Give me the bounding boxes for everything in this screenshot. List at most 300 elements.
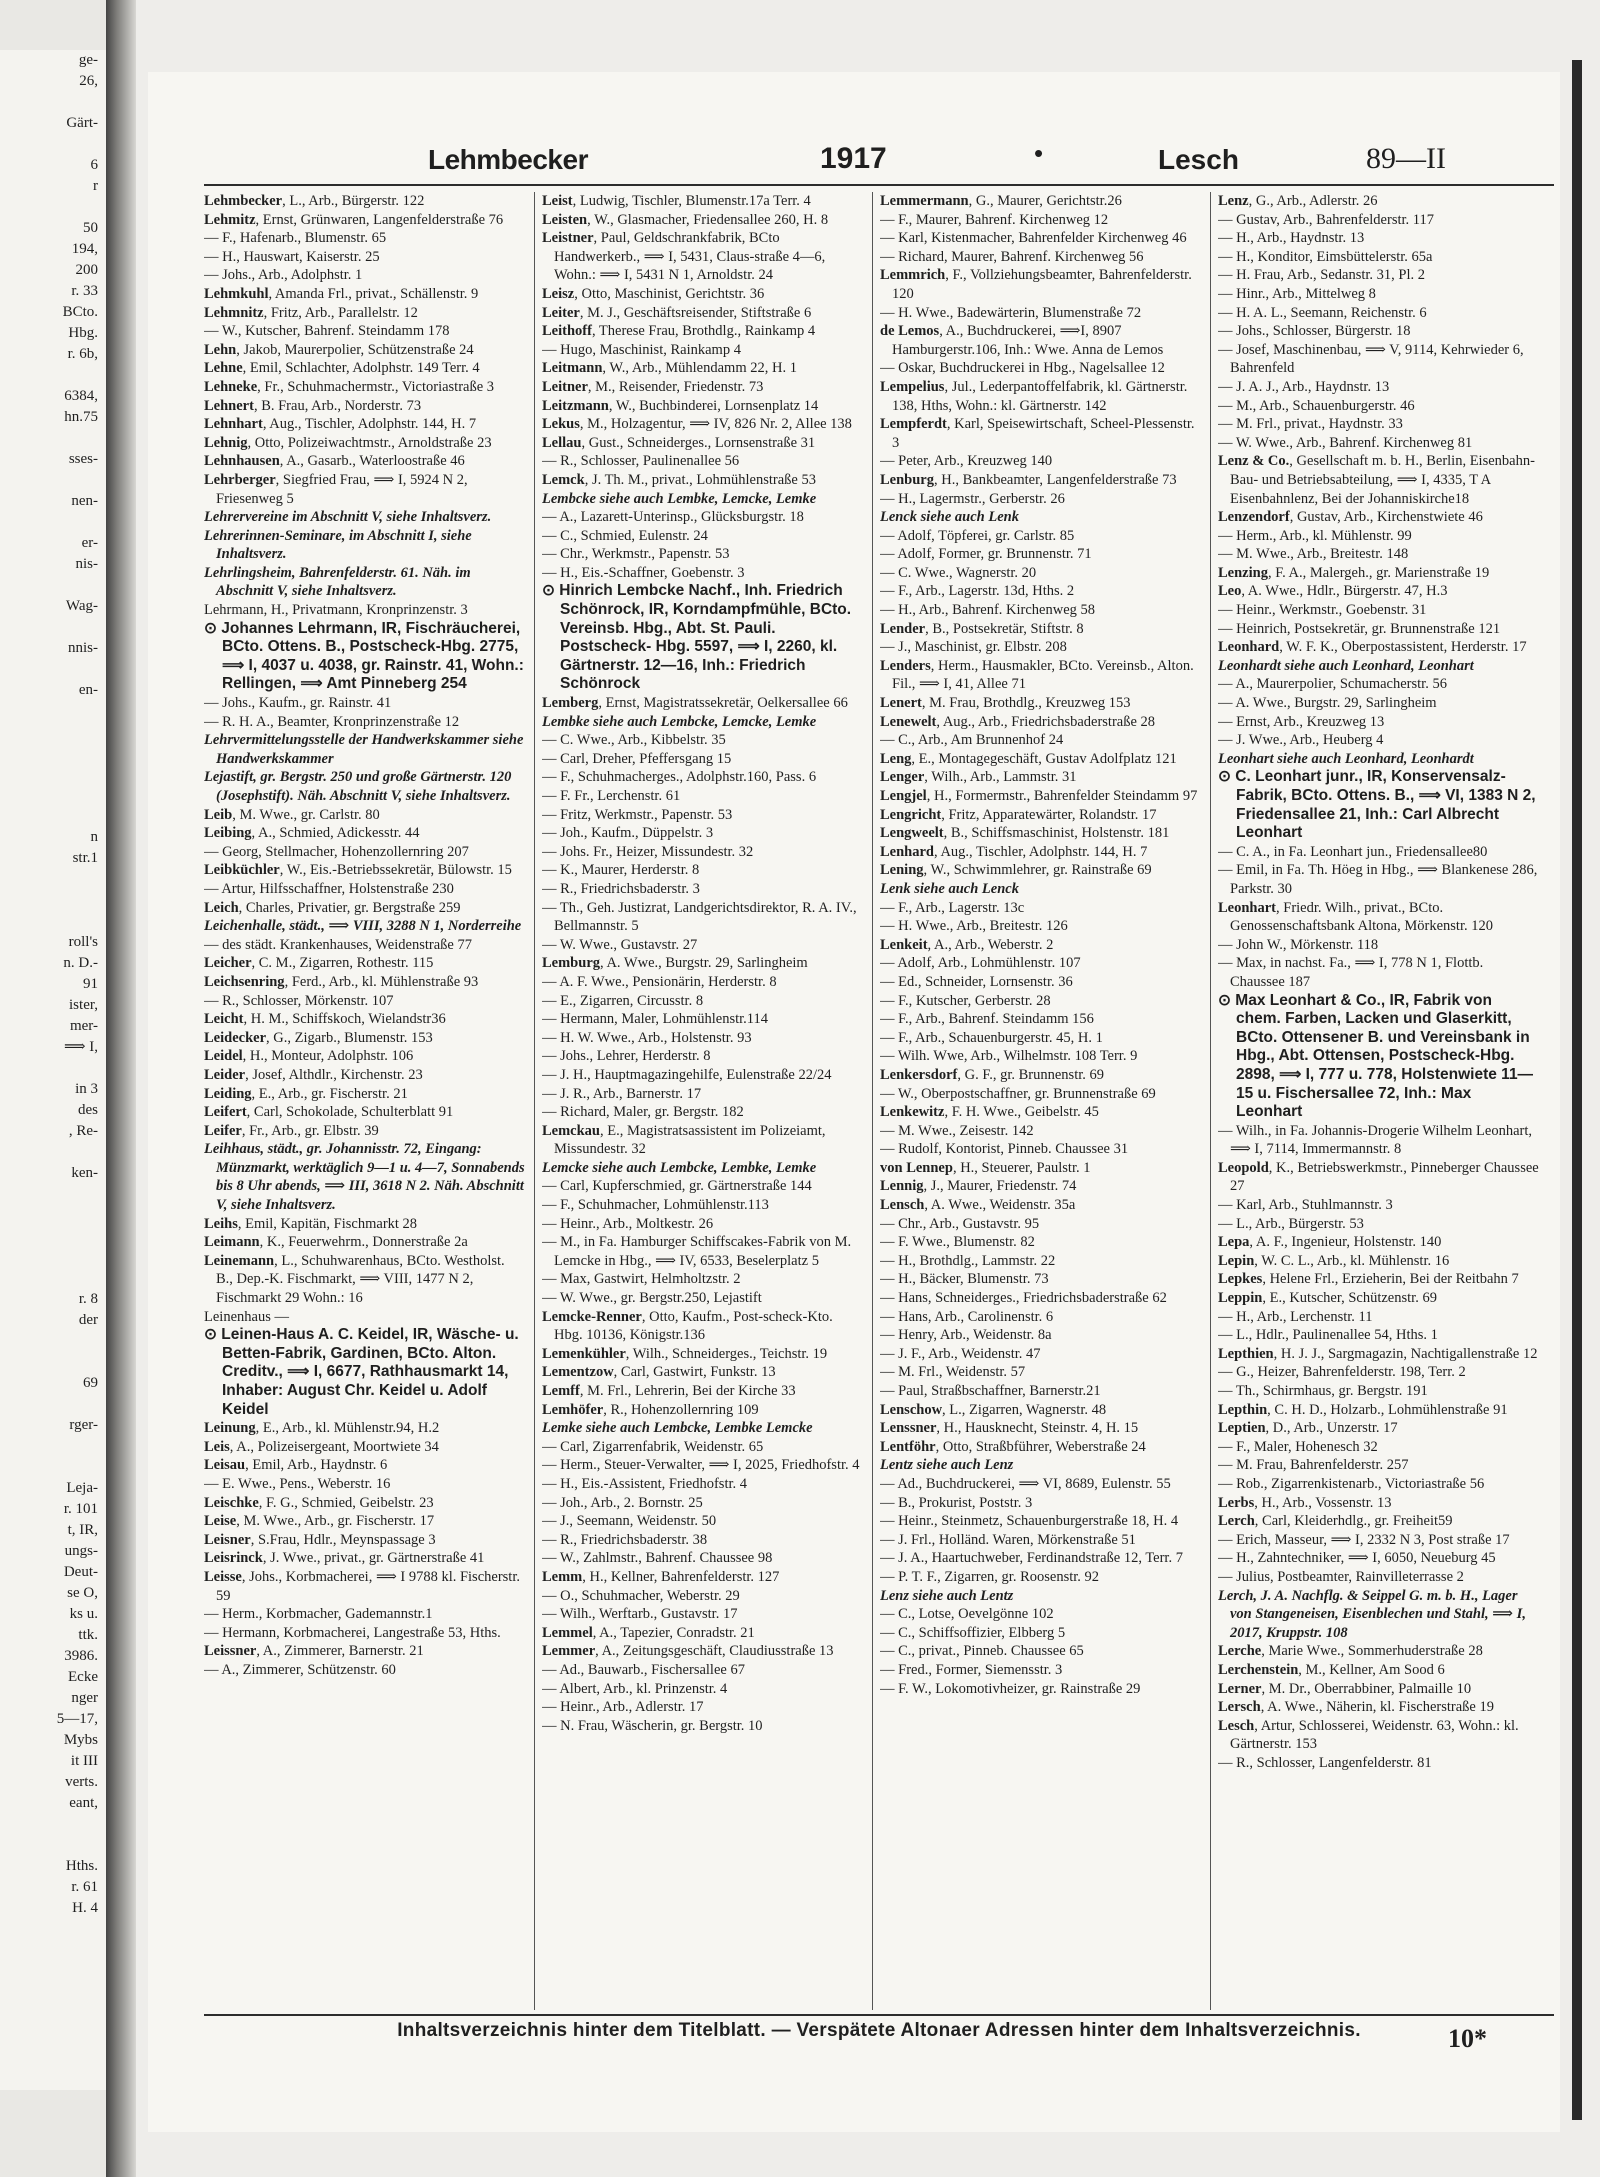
directory-entry: Lemckau, E., Magistratsassistent im Polizeiamt, Missundestr. 32 — [542, 1122, 826, 1158]
directory-entry: — C., Schiffsoffizier, Elbberg 5 — [880, 1624, 1066, 1641]
directory-entry: Leinenhaus — — [204, 1308, 289, 1325]
directory-entry: Lenkewitz, F. H. Wwe., Geibelstr. 45 — [880, 1104, 1099, 1121]
directory-entry: Lementzow, Carl, Gastwirt, Funkstr. 13 — [542, 1364, 776, 1381]
directory-entry: Lepkes, Helene Frl., Erzieherin, Bei der Reitbahn 7 — [1218, 1271, 1519, 1288]
directory-entry: — Karl, Kistenmacher, Bahrenfelder Kirchenweg 46 — [880, 230, 1187, 247]
directory-entry: Lehnert, B. Frau, Arb., Norderstr. 73 — [204, 397, 422, 414]
directory-entry: — Heinr., Steinmetz, Schauenburgerstraße 18, H. 4 — [880, 1513, 1179, 1530]
header-last-entry: Lesch — [1158, 144, 1239, 175]
previous-page-fragment: en- — [78, 682, 98, 698]
directory-entry: — Th., Geh. Justizrat, Landgerichtsdirektor, R. A. IV., Bellmannstr. 5 — [542, 899, 857, 935]
directory-entry: Lenk siehe auch Lenck — [880, 880, 1019, 897]
previous-page-fragment: n. D.- — [63, 955, 98, 971]
directory-entry: Leng, E., Montagegeschäft, Gustav Adolfplatz 121 — [880, 750, 1177, 767]
directory-entry: Leidel, H., Monteur, Adolphstr. 106 — [204, 1048, 414, 1065]
directory-entry: — W. Wwe., gr. Bergstr.250, Lejastift — [542, 1290, 762, 1307]
directory-entry: Lender, B., Postsekretär, Stiftstr. 8 — [880, 620, 1084, 637]
previous-page-fragment: verts. — [65, 1774, 98, 1790]
directory-entry: — J. A., Haartuchweber, Ferdinandstraße 12, Terr. 7 — [880, 1550, 1183, 1567]
directory-entry: — F., Arb., Lagerstr. 13d, Hths. 2 — [880, 583, 1075, 600]
previous-page-fragment — [0, 1394, 106, 1415]
header-dot: • — [1034, 138, 1044, 168]
directory-entry: — M., Arb., Schauenburgerstr. 46 — [1218, 397, 1415, 414]
previous-page-fragment: 5—17, — [56, 1711, 98, 1727]
directory-entry: Lesch, Artur, Schlosserei, Weidenstr. 63, Wohn.: kl. Gärtnerstr. 153 — [1218, 1717, 1519, 1753]
directory-entry: — M. Wwe., Arb., Breitestr. 148 — [1218, 546, 1409, 563]
directory-entry: — R., Schlosser, Paulinenallee 56 — [542, 453, 740, 470]
header-rule — [204, 184, 1554, 186]
column-divider — [872, 192, 873, 2010]
directory-entry: — F. Wwe., Blumenstr. 82 — [880, 1234, 1035, 1251]
directory-entry: Lembke siehe auch Lembcke, Lemcke, Lemke — [542, 713, 817, 730]
directory-entry: Leist, Ludwig, Tischler, Blumenstr.17a Terr. 4 — [542, 193, 811, 209]
column-divider — [534, 192, 535, 2010]
directory-entry: Lemcke siehe auch Lembcke, Lembke, Lemke — [542, 1159, 817, 1176]
column-3 — [880, 192, 1201, 2010]
directory-entry: — R., Schlosser, Langenfelderstr. 81 — [1218, 1754, 1432, 1771]
directory-entry: — Ad., Bauwarb., Fischersallee 67 — [542, 1661, 745, 1678]
header-year: 1917 — [820, 142, 887, 175]
previous-page-fragment: nnis- — [68, 640, 98, 656]
directory-entry: Lensch, A. Wwe., Weidenstr. 35a — [880, 1197, 1076, 1214]
directory-entry: — F., Schuhmacher, Lohmühlenstr.113 — [542, 1197, 769, 1214]
directory-entry: — H., Arb., Haydnstr. 13 — [1218, 230, 1365, 247]
directory-entry: — Joh., Arb., 2. Bornstr. 25 — [542, 1494, 703, 1511]
previous-page-fragment: it III — [70, 1753, 98, 1769]
directory-entry: Lenz siehe auch Lentz — [880, 1587, 1014, 1604]
previous-page-fragment — [0, 911, 106, 932]
directory-entry: Leopold, K., Betriebswerkmstr., Pinneberger Chaussee 27 — [1218, 1159, 1539, 1195]
directory-entry: Leimann, K., Feuerwehrm., Donnerstraße 2a — [204, 1234, 468, 1251]
directory-entry: — Hermann, Korbmacherei, Langestraße 53, Hths. — [204, 1624, 501, 1641]
directory-entry: Lemcke-Renner, Otto, Kaufm., Post-scheck-Kto. Hbg. 10136, Königstr.136 — [542, 1308, 833, 1344]
previous-page-fragment: in 3 — [75, 1081, 98, 1097]
directory-entry: Lellau, Gust., Schneiderges., Lornsenstraße 31 — [542, 434, 816, 451]
previous-page-fragment: Gärt- — [66, 115, 98, 131]
directory-entry: — G., Heizer, Bahrenfelderstr. 198, Terr. 2 — [1218, 1364, 1466, 1381]
directory-entry: Leonhardt siehe auch Leonhard, Leonhart — [1218, 657, 1474, 674]
directory-entry: — F., Arb., Schauenburgerstr. 45, H. 1 — [880, 1029, 1103, 1046]
directory-entry: — Max, in nachst. Fa., ⟹ I, 778 N 1, Flottb. Chaussee 187 — [1218, 955, 1484, 990]
previous-page-fragment: roll's — [68, 934, 98, 950]
directory-entry: Leihhaus, städt., gr. Johannisstr. 72, Eingang: Münzmarkt, werktäglich 9—1 u. 4—7, Sonnabends bis 8 Uhr abends, ⟹ III, 3618 N 2. Näh. Abschnitt V, siehe Inhaltsverz. — [204, 1141, 525, 1214]
directory-entry: Lemm, H., Kellner, Bahrenfelderstr. 127 — [542, 1568, 780, 1585]
directory-entry: Leissner, A., Zimmerer, Barnerstr. 21 — [204, 1643, 424, 1660]
directory-entry: Leicher, C. M., Zigarren, Rothestr. 115 — [204, 955, 434, 972]
directory-entry: — C. Wwe., Wagnerstr. 20 — [880, 564, 1037, 581]
directory-entry: Leitmann, W., Arb., Mühlendamm 22, H. 1 — [542, 360, 797, 377]
directory-entry: — H., Hauswart, Kaiserstr. 25 — [204, 248, 380, 265]
directory-entry: — F., Kutscher, Gerberstr. 28 — [880, 992, 1051, 1009]
directory-entry: Leisrinck, J. Wwe., privat., gr. Gärtnerstraße 41 — [204, 1550, 485, 1567]
directory-entry: Leicht, H. M., Schiffskoch, Wielandstr36 — [204, 1011, 446, 1028]
previous-page-fragment — [0, 1184, 106, 1205]
previous-page-fragment: H. 4 — [72, 1900, 98, 1916]
directory-entry: Lentz siehe auch Lenz — [880, 1457, 1014, 1474]
directory-entry: Lersch, A. Wwe., Näherin, kl. Fischerstraße 19 — [1218, 1699, 1494, 1716]
previous-page-fragment: Wag- — [65, 598, 98, 614]
directory-entry: Lempferdt, Karl, Speisewirtschaft, Scheel-Plessenstr. 3 — [880, 416, 1195, 451]
directory-entry: — Adolf, Töpferei, gr. Carlstr. 85 — [880, 527, 1075, 544]
directory-entry: — F., Arb., Lagerstr. 13c — [880, 899, 1025, 916]
previous-page-fragment: n — [90, 829, 98, 845]
directory-entry: Lenert, M. Frau, Brothdlg., Kreuzweg 153 — [880, 695, 1131, 712]
directory-entry: — des städt. Krankenhauses, Weidenstraße 77 — [204, 936, 472, 953]
directory-entry: — H. Wwe., Badewärterin, Blumenstraße 72 — [880, 304, 1142, 321]
directory-entry: Lenzendorf, Gustav, Arb., Kirchenstwiete 46 — [1218, 509, 1483, 526]
directory-entry: Leifer, Fr., Arb., gr. Elbstr. 39 — [204, 1122, 379, 1139]
directory-entry: — F., Maurer, Bahrenf. Kirchenweg 12 — [880, 211, 1109, 228]
directory-entry: Lehrvermittelungsstelle der Handwerkskammer siehe Handwerkskammer — [204, 732, 524, 767]
previous-page-fragment — [0, 1835, 106, 1856]
previous-page-fragment: nen- — [71, 493, 98, 509]
directory-entry: — Gustav, Arb., Bahrenfelderstr. 117 — [1218, 211, 1434, 228]
directory-entry: von Lennep, H., Steuerer, Paulstr. 1 — [880, 1159, 1091, 1176]
previous-page-fragment: t, IR, — [67, 1522, 98, 1538]
previous-page-fragment: hn.75 — [64, 409, 98, 425]
directory-entry: — Peter, Arb., Kreuzweg 140 — [880, 453, 1053, 470]
directory-entry: — J. R., Arb., Barnerstr. 17 — [542, 1085, 702, 1102]
directory-entry: — F. Fr., Lerchenstr. 61 — [542, 788, 681, 804]
previous-page-fragment: 6 — [90, 157, 98, 173]
directory-entry: — Heinrich, Postsekretär, gr. Brunnenstraße 121 — [1218, 620, 1501, 637]
directory-entry: — H., Bäcker, Blumenstr. 73 — [880, 1271, 1049, 1288]
previous-page-fragment: Leja- — [66, 1480, 98, 1496]
directory-entry: — Erich, Masseur, ⟹ I, 2332 N 3, Post straße 17 — [1218, 1531, 1510, 1548]
directory-entry: Lerchenstein, M., Kellner, Am Sood 6 — [1218, 1661, 1445, 1678]
directory-entry: Lenkeit, A., Arb., Weberstr. 2 — [880, 936, 1054, 953]
directory-entry: — A. Wwe., Burgstr. 29, Sarlingheim — [1218, 695, 1437, 712]
directory-entry: Leichsenring, Ferd., Arb., kl. Mühlenstraße 93 — [204, 973, 479, 990]
directory-entry: Leisz, Otto, Maschinist, Gerichtstr. 36 — [542, 285, 765, 302]
directory-entry: — C. Wwe., Arb., Kibbelstr. 35 — [542, 732, 726, 749]
directory-entry: Lengweelt, B., Schiffsmaschinist, Holstenstr. 181 — [880, 825, 1170, 842]
previous-page-fragment: der — [78, 1312, 98, 1328]
directory-entry: Lenkersdorf, G. F., gr. Brunnenstr. 69 — [880, 1066, 1105, 1083]
previous-page-fragment: BCto. — [62, 304, 98, 320]
directory-entry: — K., Maurer, Herderstr. 8 — [542, 862, 700, 879]
directory-entry: Lenewelt, Aug., Arb., Friedrichsbaderstraße 28 — [880, 713, 1156, 730]
directory-entry: Lehmnitz, Fritz, Arb., Parallelstr. 12 — [204, 304, 418, 321]
directory-entry: Lehmitz, Ernst, Grünwaren, Langenfelderstraße 76 — [204, 211, 504, 228]
directory-entry: Lehn, Jakob, Maurerpolier, Schützenstraße 24 — [204, 341, 474, 358]
directory-entry: Leonhart siehe auch Leonhard, Leonhardt — [1218, 750, 1474, 767]
directory-entry: Lehnhart, Aug., Tischler, Adolphstr. 144, H. 7 — [204, 416, 477, 433]
previous-page-fragment: ks u. — [69, 1606, 98, 1622]
directory-entry: Lehnhausen, A., Gasarb., Waterloostraße 46 — [204, 453, 465, 470]
directory-entry: Lemff, M. Frl., Lehrerin, Bei der Kirche 33 — [542, 1383, 796, 1399]
directory-entry: — R., Friedrichsbaderstr. 38 — [542, 1531, 708, 1548]
directory-entry: Lerbs, H., Arb., Vossenstr. 13 — [1218, 1494, 1392, 1511]
directory-entry: ⊙ Max Leonhart & Co., IR, Fabrik von chem. Farben, Lacken und Glaserkitt, BCto. Ottensener B. und Vereinsbank in Hbg., Abt. Ottensen, Postscheck-Hbg. 2898, ⟹ I, 777 u. 778, Holstenwiete 11—15 u. Fischersallee 72, Inh.: Max Leonhart — [1218, 991, 1534, 1121]
previous-page-fragment: Ecke — [68, 1669, 98, 1685]
directory-entry: — Paul, Straßbschaffner, Barnerstr.21 — [880, 1383, 1101, 1399]
directory-entry: — M. Frl., privat., Haydnstr. 33 — [1218, 416, 1403, 433]
directory-entry: — M., in Fa. Hamburger Schiffscakes-Fabrik von M. Lemcke in Hbg., ⟹ IV, 6533, Beselerplatz 5 — [542, 1234, 852, 1269]
directory-entry: Leptien, D., Arb., Unzerstr. 17 — [1218, 1420, 1398, 1437]
previous-page-fragment: er- — [81, 535, 98, 551]
directory-entry: ⊙ Leinen-Haus A. C. Keidel, IR, Wäsche- u. Betten-Fabrik, Gardinen, BCto. Alton. Creditv., ⟹ I, 6677, Rathhausmarkt 14, Inhaber: August Chr. Keidel u. Adolf Keidel — [204, 1326, 519, 1418]
directory-entry: — J. Frl., Holländ. Waren, Mörkenstraße 51 — [880, 1531, 1136, 1548]
directory-entry: — M. Frl., Weidenstr. 57 — [880, 1364, 1026, 1381]
header-first-entry: Lehmbecker — [428, 144, 588, 175]
directory-entry: Lengjel, H., Formermstr., Bahrenfelder Steindamm 97 — [880, 788, 1198, 804]
directory-entry: — Fred., Former, Siemensstr. 3 — [880, 1661, 1063, 1678]
directory-entry: Leichenhalle, städt., ⟹ VIII, 3288 N 1, Norderreihe — [204, 918, 522, 935]
previous-page-fragment — [0, 1226, 106, 1247]
directory-entry: — L., Hdlr., Paulinenallee 54, Hths. 1 — [1218, 1327, 1438, 1344]
directory-entry: — Carl, Kupferschmied, gr. Gärtnerstraße 144 — [542, 1178, 812, 1195]
directory-entry: — Joh., Kaufm., Düppelstr. 3 — [542, 825, 714, 842]
directory-entry: Lerch, J. A. Nachflg. & Seippel G. m. b. H., Lager von Stangeneisen, Eisenblechen und Stahl, ⟹ I, 2017, Kruppstr. 108 — [1218, 1587, 1526, 1641]
directory-entry: — C., Schmied, Eulenstr. 24 — [542, 527, 708, 544]
directory-entry: Leibküchler, W., Eis.-Betriebssekretär, Bülowstr. 15 — [204, 862, 512, 879]
directory-entry: — A., Lazarett-Unterinsp., Glücksburgstr. 18 — [542, 509, 804, 526]
directory-entry: — H., Zahntechniker, ⟹ I, 6050, Neueburg 45 — [1218, 1550, 1496, 1567]
directory-entry: — H., Arb., Lerchenstr. 11 — [1218, 1308, 1373, 1325]
directory-entry: Lepthin, C. H. D., Holzarb., Lohmühlenstraße 91 — [1218, 1401, 1508, 1418]
directory-entry: — Wilh., Werftarb., Gustavstr. 17 — [542, 1606, 738, 1623]
directory-entry: — J., Maschinist, gr. Elbstr. 208 — [880, 639, 1067, 656]
directory-entry: — Oskar, Buchdruckerei in Hbg., Nagelsallee 12 — [880, 360, 1165, 377]
directory-entry: Leidecker, G., Zigarb., Blumenstr. 153 — [204, 1029, 433, 1046]
directory-entry: — Artur, Hilfsschaffner, Holstenstraße 230 — [204, 880, 454, 897]
directory-entry: Lenck siehe auch Lenk — [880, 509, 1019, 526]
page-right-edge — [1572, 60, 1582, 2120]
directory-entry: — Heinr., Arb., Adlerstr. 17 — [542, 1699, 704, 1716]
directory-entry: — H., Lagermstr., Gerberstr. 26 — [880, 490, 1065, 507]
previous-page-fragment: r. 8 — [78, 1291, 98, 1307]
directory-entry: — W., Oberpostschaffner, gr. Brunnenstraße 69 — [880, 1085, 1156, 1102]
column-2 — [542, 192, 863, 2010]
directory-entry: — Rob., Zigarrenkistenarb., Victoriastraße 56 — [1218, 1475, 1485, 1492]
directory-entry: — P. T. F., Zigarren, gr. Roosenstr. 92 — [880, 1568, 1100, 1585]
book-gutter — [106, 0, 136, 2177]
previous-page-fragment: ken- — [71, 1165, 98, 1181]
directory-entry: — Johs., Kaufm., gr. Rainstr. 41 — [204, 695, 392, 712]
previous-page-fragment: ungs- — [64, 1543, 98, 1559]
directory-entry: Lemenkühler, Wilh., Schneiderges., Teichstr. 19 — [542, 1345, 828, 1362]
previous-page-fragment: ge- — [78, 52, 98, 68]
directory-entry: Lepa, A. F., Ingenieur, Holstenstr. 140 — [1218, 1234, 1442, 1251]
previous-page-fragment — [0, 890, 106, 911]
directory-entry: — H., Brothdlg., Lammstr. 22 — [880, 1252, 1056, 1269]
directory-entry: — Johs., Schlosser, Bürgerstr. 18 — [1218, 323, 1411, 340]
directory-entry: Lemmermann, G., Maurer, Gerichtstr.26 — [880, 193, 1122, 209]
previous-page-fragment: ttk. — [78, 1627, 98, 1643]
directory-entry: Leithoff, Therese Frau, Brothdlg., Rainkamp 4 — [542, 323, 816, 340]
directory-entry: — Johs. Fr., Heizer, Missundestr. 32 — [542, 843, 754, 860]
directory-entry: — A., Maurerpolier, Schumacherstr. 56 — [1218, 676, 1447, 693]
directory-entry: Lerch, Carl, Kleiderhdlg., gr. Freiheit59 — [1218, 1513, 1453, 1530]
directory-entry: — Hans, Schneiderges., Friedrichsbaderstraße 62 — [880, 1290, 1167, 1307]
directory-entry: — Carl, Zigarrenfabrik, Weidenstr. 65 — [542, 1438, 764, 1455]
directory-entry: — Johs., Arb., Adolphstr. 1 — [204, 267, 363, 284]
directory-entry: Lehrlingsheim, Bahrenfelderstr. 61. Näh. im Abschnitt V, siehe Inhaltsverz. — [204, 564, 471, 600]
directory-entry: — J., Seemann, Weidenstr. 50 — [542, 1513, 717, 1530]
directory-entry: Lehrmann, H., Privatmann, Kronprinzenstr. 3 — [204, 602, 468, 619]
previous-page-fragment: des — [78, 1102, 98, 1118]
directory-entry: — F. W., Lokomotivheizer, gr. Rainstraße 29 — [880, 1680, 1141, 1697]
directory-entry: — Richard, Maurer, Bahrenf. Kirchenweg 56 — [880, 248, 1144, 265]
directory-entry: — M. Wwe., Zeisestr. 142 — [880, 1122, 1034, 1139]
directory-entry: Lenzing, F. A., Malergeh., gr. Marienstraße 19 — [1218, 564, 1490, 581]
directory-entry: — Hugo, Maschinist, Rainkamp 4 — [542, 341, 741, 358]
directory-entry: — F., Arb., Bahrenf. Steindamm 156 — [880, 1011, 1094, 1028]
directory-entry: — J. H., Hauptmagazingehilfe, Eulenstraße 22/24 — [542, 1066, 832, 1083]
previous-page-fragment — [0, 701, 106, 722]
directory-entry: — Wilh., in Fa. Johannis-Drogerie Wilhelm Leonhart, ⟹ I, 7114, Immermannstr. 8 — [1218, 1122, 1533, 1158]
directory-entry: ⊙ Hinrich Lembcke Nachf., Inh. Friedrich Schönrock, IR, Korndampfmühle, BCto. Vereinsb. Hbg., Abt. St. Pauli. Postscheck- Hbg. 5597, ⟹ I, 2260, kl. Gärtnerstr. 12—16, Inh.: Friedrich Schönrock — [542, 582, 852, 693]
directory-entry: Lehrervereine im Abschnitt V, siehe Inhaltsverz. — [204, 509, 492, 526]
previous-page-fragment — [0, 785, 106, 806]
directory-entry: Leonhard, W. F. K., Oberpostassistent, Herderstr. 17 — [1218, 639, 1527, 656]
previous-page-fragment — [0, 1247, 106, 1268]
directory-entry: Lepin, W. C. L., Arb., kl. Mühlenstr. 16 — [1218, 1252, 1450, 1269]
directory-entry: — H., Arb., Bahrenf. Kirchenweg 58 — [880, 602, 1096, 619]
directory-entry: Lehrberger, Siegfried Frau, ⟹ I, 5924 N 2, Friesenweg 5 — [204, 471, 468, 507]
directory-entry: — Wilh. Wwe, Arb., Wilhelmstr. 108 Terr. 9 — [880, 1048, 1138, 1065]
directory-entry: — Hans, Arb., Carolinenstr. 6 — [880, 1308, 1054, 1325]
directory-entry: Lemmrich, F., Vollziehungsbeamter, Bahrenfelderstr. 120 — [880, 267, 1192, 302]
previous-page-fragment — [0, 197, 106, 218]
directory-entry: ⊙ Johannes Lehrmann, IR, Fischräucherei, BCto. Ottens. B., Postscheck-Hbg. 2775, ⟹ I, 4037 u. 4038, gr. Rainstr. 41, Wohn.: Rellingen, ⟹ Amt Pinneberg 254 — [204, 619, 524, 693]
directory-entry: — Th., Schirmhaus, gr. Bergstr. 191 — [1218, 1383, 1428, 1399]
directory-entry: Leibing, A., Schmied, Adickesstr. 44 — [204, 825, 420, 842]
page-number: 89—II — [1366, 142, 1446, 175]
previous-page-fragment: Hths. — [65, 1858, 98, 1874]
directory-entry: Lenssner, H., Hausknecht, Steinstr. 4, H. 15 — [880, 1420, 1139, 1437]
previous-page-fragment — [0, 659, 106, 680]
directory-entry: Leistner, Paul, Geldschrankfabrik, BCto Handwerkerb., ⟹ I, 5431, Claus-straße 4—6, Wohn.: ⟹ I, 5431 N 1, Arnoldstr. 24 — [542, 230, 826, 284]
previous-page-fragment — [0, 722, 106, 743]
directory-entry: Lennig, J., Maurer, Friedenstr. 74 — [880, 1178, 1077, 1195]
directory-entry: — Heinr., Arb., Moltkestr. 26 — [542, 1215, 714, 1232]
directory-entry: — J. F., Arb., Weidenstr. 47 — [880, 1345, 1041, 1362]
directory-entry: — Herm., Korbmacher, Gademannstr.1 — [204, 1606, 433, 1623]
directory-entry: — F., Schuhmacherges., Adolphstr.160, Pass. 6 — [542, 769, 817, 786]
directory-entry: — Richard, Maler, gr. Bergstr. 182 — [542, 1104, 744, 1121]
previous-page-fragment: 26, — [79, 73, 98, 89]
directory-entry: — C., Lotse, Oevelgönne 102 — [880, 1606, 1054, 1623]
directory-entry: — R. H. A., Beamter, Kronprinzenstraße 12 — [204, 713, 460, 730]
previous-page-fragment: nis- — [75, 556, 98, 572]
previous-page-fragment: 194, — [71, 241, 98, 257]
directory-entry: Leitner, M., Reisender, Friedenstr. 73 — [542, 378, 764, 395]
directory-entry: Leisau, Emil, Arb., Haydnstr. 6 — [204, 1457, 388, 1474]
directory-entry: Lepthien, H. J. J., Sargmagazin, Nachtigallenstraße 12 — [1218, 1345, 1538, 1362]
directory-entry: Lerner, M. Dr., Oberrabbiner, Palmaille 10 — [1218, 1680, 1472, 1697]
previous-page-fragment — [0, 365, 106, 386]
directory-entry: — O., Schuhmacher, Weberstr. 29 — [542, 1587, 740, 1604]
directory-entry: — M. Frau, Bahrenfelderstr. 257 — [1218, 1457, 1409, 1474]
directory-entry: — John W., Mörkenstr. 118 — [1218, 936, 1379, 953]
column-divider — [1210, 192, 1211, 2010]
previous-page-fragment — [0, 1814, 106, 1835]
column-4 — [1218, 192, 1539, 2010]
previous-page-fragment — [0, 1436, 106, 1457]
columns-area — [204, 192, 1544, 2010]
previous-page-fragment: r. 33 — [71, 283, 98, 299]
previous-page-fragment: rger- — [69, 1417, 98, 1433]
directory-entry: de Lemos, A., Buchdruckerei, ⟹I, 8907 Hamburgerstr.106, Inh.: Wwe. Anna de Lemos — [880, 323, 1164, 358]
directory-entry: Lenhard, Aug., Tischler, Adolphstr. 144, H. 7 — [880, 843, 1148, 860]
directory-entry: — Max, Gastwirt, Helmholtzstr. 2 — [542, 1271, 741, 1288]
previous-page-fragment — [0, 1352, 106, 1373]
previous-page-fragment — [0, 92, 106, 113]
previous-page-fragment: ⟹ I, — [64, 1039, 98, 1055]
directory-entry: — Adolf, Former, gr. Brunnenstr. 71 — [880, 546, 1092, 563]
previous-page-fragment — [0, 1457, 106, 1478]
directory-entry: Lentföhr, Otto, Straßbführer, Weberstraße 24 — [880, 1438, 1146, 1455]
directory-entry: Leis, A., Polizeisergeant, Moortwiete 34 — [204, 1438, 439, 1455]
directory-entry: Leischke, F. G., Schmied, Geibelstr. 23 — [204, 1494, 434, 1511]
previous-page-fragment: 3986. — [64, 1648, 98, 1664]
directory-entry: Lemck, J. Th. M., privat., Lohmühlenstraße 53 — [542, 471, 816, 488]
directory-entry: Lengricht, Fritz, Apparatewärter, Rolandstr. 17 — [880, 806, 1157, 823]
directory-entry: — Julius, Postbeamter, Rainvilleterrasse 2 — [1218, 1568, 1464, 1585]
directory-entry: Lenschow, L., Zigarren, Wagnerstr. 48 — [880, 1401, 1107, 1418]
directory-entry: Lemke siehe auch Lembcke, Lembke Lemcke — [542, 1420, 813, 1437]
directory-entry: — C., Arb., Am Brunnenhof 24 — [880, 732, 1064, 749]
directory-entry: — L., Arb., Bürgerstr. 53 — [1218, 1215, 1364, 1232]
directory-entry: — E. Wwe., Pens., Weberstr. 16 — [204, 1475, 391, 1492]
previous-page-fragment: eant, — [69, 1795, 98, 1811]
directory-entry: Lemmer, A., Zeitungsgeschäft, Claudiusstraße 13 — [542, 1643, 834, 1660]
directory-entry: Leinung, E., Arb., kl. Mühlenstr.94, H.2 — [204, 1420, 440, 1437]
directory-entry: Lemhöfer, R., Hohenzollernring 109 — [542, 1401, 759, 1418]
column-1 — [204, 192, 525, 2010]
directory-entry: Lejastift, gr. Bergstr. 250 und große Gärtnerstr. 120 (Josephstift). Näh. Abschnitt V, siehe Inhaltsverz. — [204, 769, 512, 804]
directory-entry: Lehnig, Otto, Polizeiwachtmstr., Arnoldstraße 23 — [204, 434, 492, 451]
directory-entry: Lehmkuhl, Amanda Frl., privat., Schällenstr. 9 — [204, 285, 479, 302]
previous-page-fragment: 50 — [83, 220, 98, 236]
previous-page-fragment — [0, 806, 106, 827]
previous-page-fragment — [0, 617, 106, 638]
directory-entry: Leisner, S.Frau, Hdlr., Meynspassage 3 — [204, 1531, 436, 1548]
directory-entry: ⊙ C. Leonhart junr., IR, Konservensalz-Fabrik, BCto. Ottens. B., ⟹ VI, 1383 N 2, Friedensallee 21, Inh.: Carl Albrecht Leonhart — [1218, 768, 1536, 842]
previous-page-fragment: Deut- — [63, 1564, 98, 1580]
previous-page-fragment — [0, 743, 106, 764]
previous-page-fragment — [0, 134, 106, 155]
directory-entry: — H. Wwe., Arb., Breitestr. 126 — [880, 918, 1068, 935]
previous-page-fragment: se O, — [67, 1585, 98, 1601]
directory-entry: — H., Eis.-Assistent, Friedhofstr. 4 — [542, 1475, 748, 1492]
directory-entry: — H. W. Wwe., Arb., Holstenstr. 93 — [542, 1029, 752, 1046]
directory-entry: — A., Zimmerer, Schützenstr. 60 — [204, 1661, 396, 1678]
previous-page-fragment: r — [93, 178, 98, 194]
previous-page-fragment: 200 — [75, 262, 98, 278]
directory-entry: — Henry, Arb., Weidenstr. 8a — [880, 1327, 1052, 1344]
directory-entry: Leider, Josef, Althdlr., Kirchenstr. 23 — [204, 1066, 423, 1083]
directory-entry: — Josef, Maschinenbau, ⟹ V, 9114, Kehrwieder 6, Bahrenfeld — [1218, 341, 1524, 377]
directory-entry: Leihs, Emil, Kapitän, Fischmarkt 28 — [204, 1215, 418, 1232]
directory-entry: Lembcke siehe auch Lembke, Lemcke, Lemke — [542, 490, 817, 507]
directory-page — [148, 72, 1560, 2132]
previous-page-fragment: sses- — [68, 451, 98, 467]
previous-page-fragment: str.1 — [72, 850, 98, 866]
directory-entry: Lening, W., Schwimmlehrer, gr. Rainstraße 69 — [880, 862, 1152, 879]
directory-entry: — W. Wwe., Gustavstr. 27 — [542, 936, 698, 953]
previous-page-fragment — [0, 575, 106, 596]
previous-page-fragment: , Re- — [68, 1123, 98, 1139]
directory-entry: Leinemann, L., Schuhwarenhaus, BCto. Westholst. B., Dep.-K. Fischmarkt, ⟹ VIII, 1477 N 2, Fischmarkt 29 Wohn.: 16 — [204, 1252, 505, 1307]
directory-entry: — Hermann, Maler, Lohmühlenstr.114 — [542, 1011, 769, 1028]
directory-entry: — J. A. J., Arb., Haydnstr. 13 — [1218, 378, 1390, 395]
directory-entry: — Heinr., Werkmstr., Goebenstr. 31 — [1218, 602, 1427, 619]
directory-entry: Lenz & Co., Gesellschaft m. b. H., Berlin, Eisenbahn-Bau- und Betriebsabteilung, ⟹ I, 4335, T A Eisenbahnlenz, Bei der Johanniskirche18 — [1218, 453, 1535, 507]
directory-entry: — Carl, Dreher, Pfeffersgang 15 — [542, 750, 732, 767]
